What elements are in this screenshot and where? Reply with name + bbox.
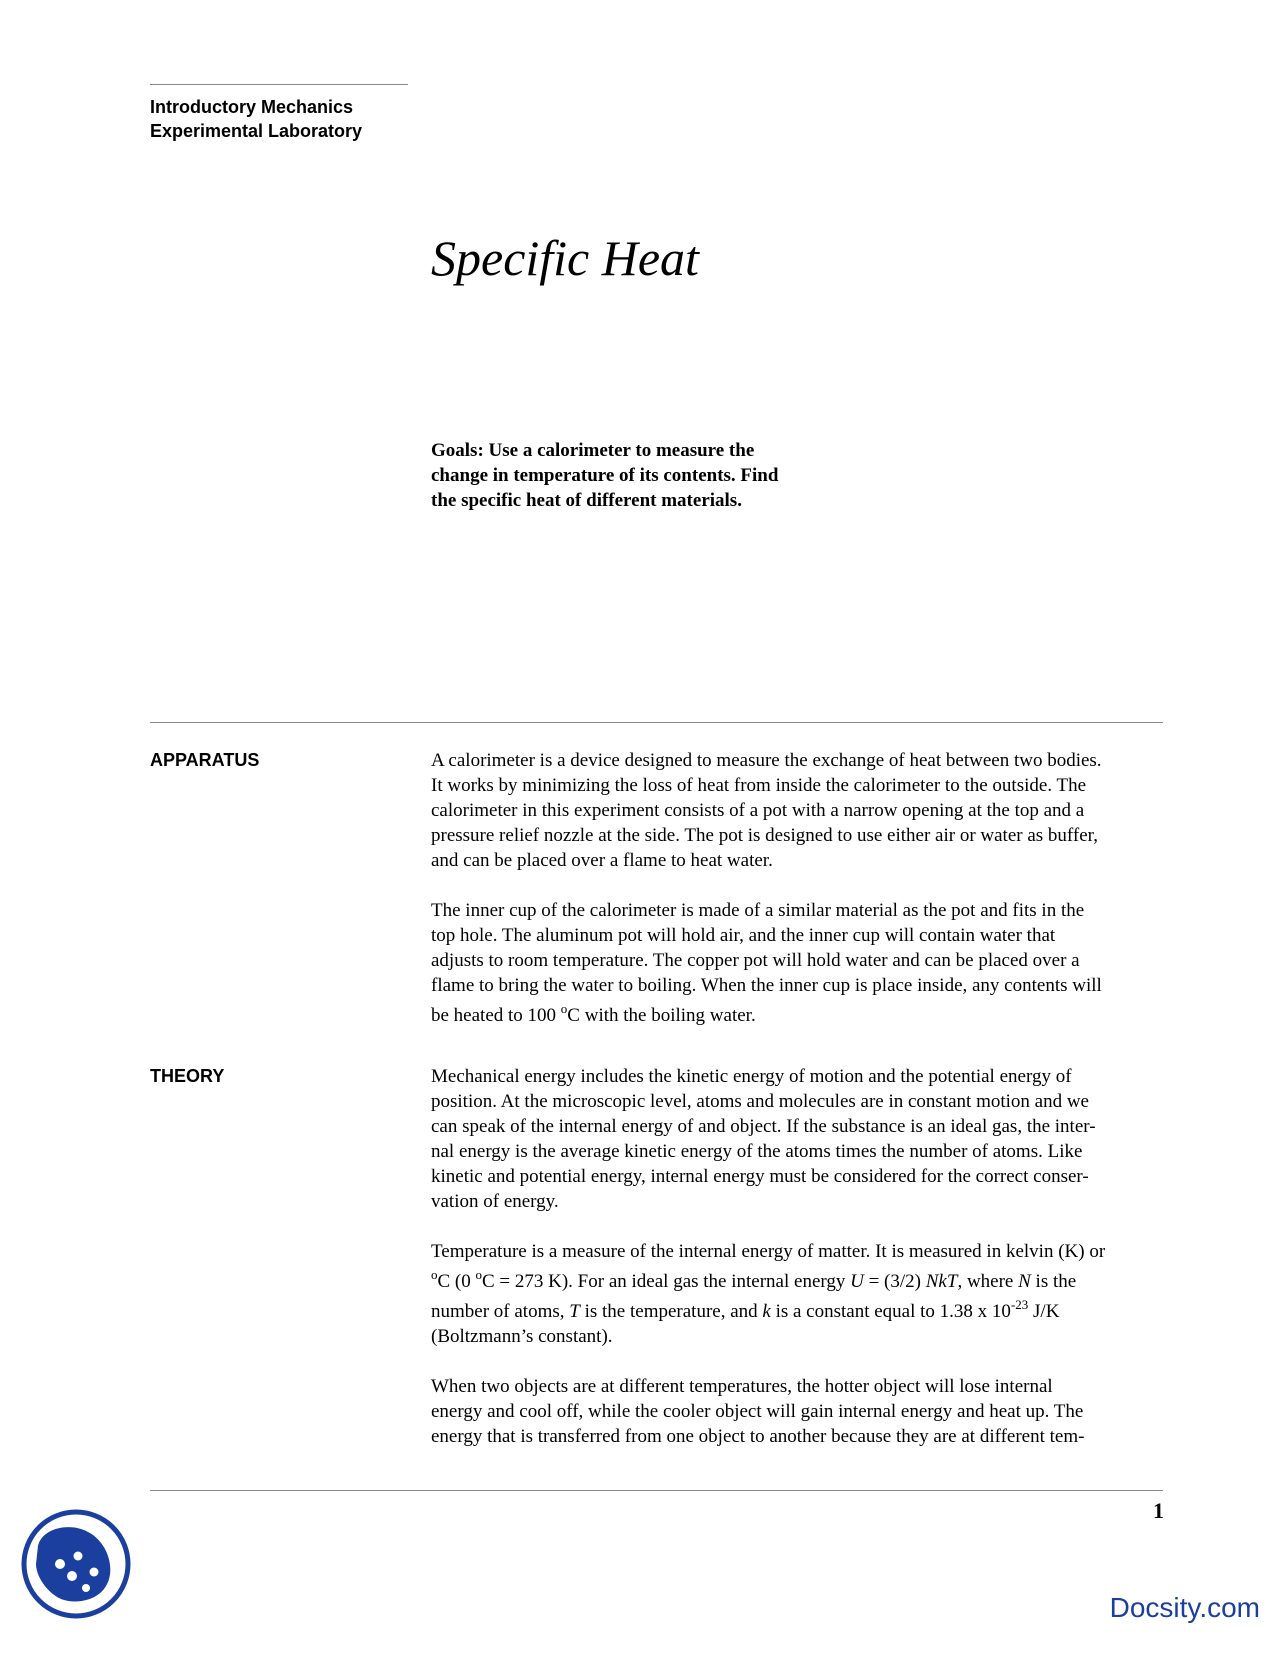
text-line: kinetic and potential energy, internal energy must be considered for the correct conser- — [431, 1166, 1089, 1187]
docsity-logo-icon — [20, 1508, 132, 1620]
apparatus-text — [431, 748, 1166, 1028]
degree-superscript: o — [431, 1267, 438, 1282]
course-header — [150, 95, 362, 143]
goals-line: the specific heat of different materials. — [431, 490, 742, 511]
docsity-brand-link[interactable]: Docsity.com — [1109, 1592, 1260, 1623]
text-run: number of atoms, — [431, 1301, 570, 1322]
section-rule — [150, 722, 1163, 723]
variable-n: N — [1018, 1271, 1031, 1292]
text-run: be heated to 100 — [431, 1005, 561, 1026]
text-line: Temperature is a measure of the internal energy of matter. It is measured in kelvin (K) or — [431, 1241, 1106, 1262]
text-line: calorimeter in this experiment consists of a pot with a narrow opening at the top and a — [431, 800, 1085, 821]
goals-line: Goals: Use a calorimeter to measure the — [431, 440, 755, 461]
course-header-line2: Experimental Laboratory — [150, 121, 363, 141]
goals-line: change in temperature of its contents. Find — [431, 465, 779, 486]
text-line — [431, 1264, 1166, 1294]
variable-t: T — [569, 1301, 580, 1322]
text-line: nal energy is the average kinetic energy of the atoms times the number of atoms. Like — [431, 1141, 1083, 1162]
page-number: 1 — [1153, 1498, 1164, 1523]
text-run: J/K — [1028, 1301, 1060, 1322]
text-line — [431, 1294, 1166, 1324]
text-line: can speak of the internal energy of and object. If the substance is an ideal gas, the inter- — [431, 1116, 1096, 1137]
text-line: A calorimeter is a device designed to measure the exchange of heat between two bodies. — [431, 750, 1102, 771]
text-line: pressure relief nozzle at the side. The pot is designed to use either air or water as buffer, — [431, 825, 1098, 846]
text-line: (Boltzmann’s constant). — [431, 1326, 613, 1347]
text-line: and can be placed over a flame to heat water. — [431, 850, 773, 871]
apparatus-paragraph-2 — [431, 898, 1166, 1028]
text-line: energy and cool off, while the cooler object will gain internal energy and heat up. The — [431, 1401, 1084, 1422]
text-line: The inner cup of the calorimeter is made of a similar material as the pot and fits in the — [431, 900, 1085, 921]
degree-superscript: o — [475, 1267, 482, 1282]
text-run: is the temperature, and — [579, 1301, 763, 1322]
text-line: It works by minimizing the loss of heat from inside the calorimeter to the outside. The — [431, 775, 1087, 796]
text-line: Mechanical energy includes the kinetic energy of motion and the potential energy of — [431, 1066, 1072, 1087]
text-run: is a constant equal to 1.38 x 10 — [770, 1301, 1011, 1322]
text-line: vation of energy. — [431, 1191, 559, 1212]
variable-k: k — [762, 1301, 771, 1322]
header-rule — [150, 84, 408, 85]
course-header-line1: Introductory Mechanics — [150, 97, 354, 117]
variable-u: U — [850, 1271, 864, 1292]
variable-nkt: NkT — [925, 1271, 958, 1292]
apparatus-paragraph-1 — [431, 748, 1166, 873]
page-title: Specific Heat — [431, 230, 699, 286]
text-run: is the — [1030, 1271, 1077, 1292]
theory-paragraph-1 — [431, 1064, 1166, 1214]
goals-block — [431, 438, 851, 513]
apparatus-label: APPARATUS — [150, 750, 260, 770]
degree-superscript: o — [560, 1001, 568, 1016]
exponent-superscript: -23 — [1010, 1297, 1029, 1312]
text-run: C with the boiling water. — [567, 1005, 756, 1026]
text-line: When two objects are at different temperatures, the hotter object will lose internal — [431, 1376, 1053, 1397]
text-line: adjusts to room temperature. The copper pot will hold water and can be placed over a — [431, 950, 1080, 971]
footer-rule — [150, 1490, 1163, 1491]
theory-paragraph-2 — [431, 1239, 1166, 1349]
text-run: = (3/2) — [863, 1271, 926, 1292]
text-run: , where — [957, 1271, 1019, 1292]
text-line: energy that is transferred from one object to another because they are at different tem- — [431, 1426, 1085, 1447]
text-run: C = 273 K). For an ideal gas the internal energy — [482, 1271, 851, 1292]
theory-paragraph-3 — [431, 1374, 1166, 1449]
text-line: flame to bring the water to boiling. When the inner cup is place inside, any contents will — [431, 975, 1102, 996]
text-line — [431, 998, 1166, 1028]
theory-text — [431, 1064, 1166, 1449]
text-line: position. At the microscopic level, atoms and molecules are in constant motion and we — [431, 1091, 1089, 1112]
text-run: C (0 — [437, 1271, 476, 1292]
theory-label: THEORY — [150, 1066, 225, 1086]
text-line: top hole. The aluminum pot will hold air, and the inner cup will contain water that — [431, 925, 1056, 946]
